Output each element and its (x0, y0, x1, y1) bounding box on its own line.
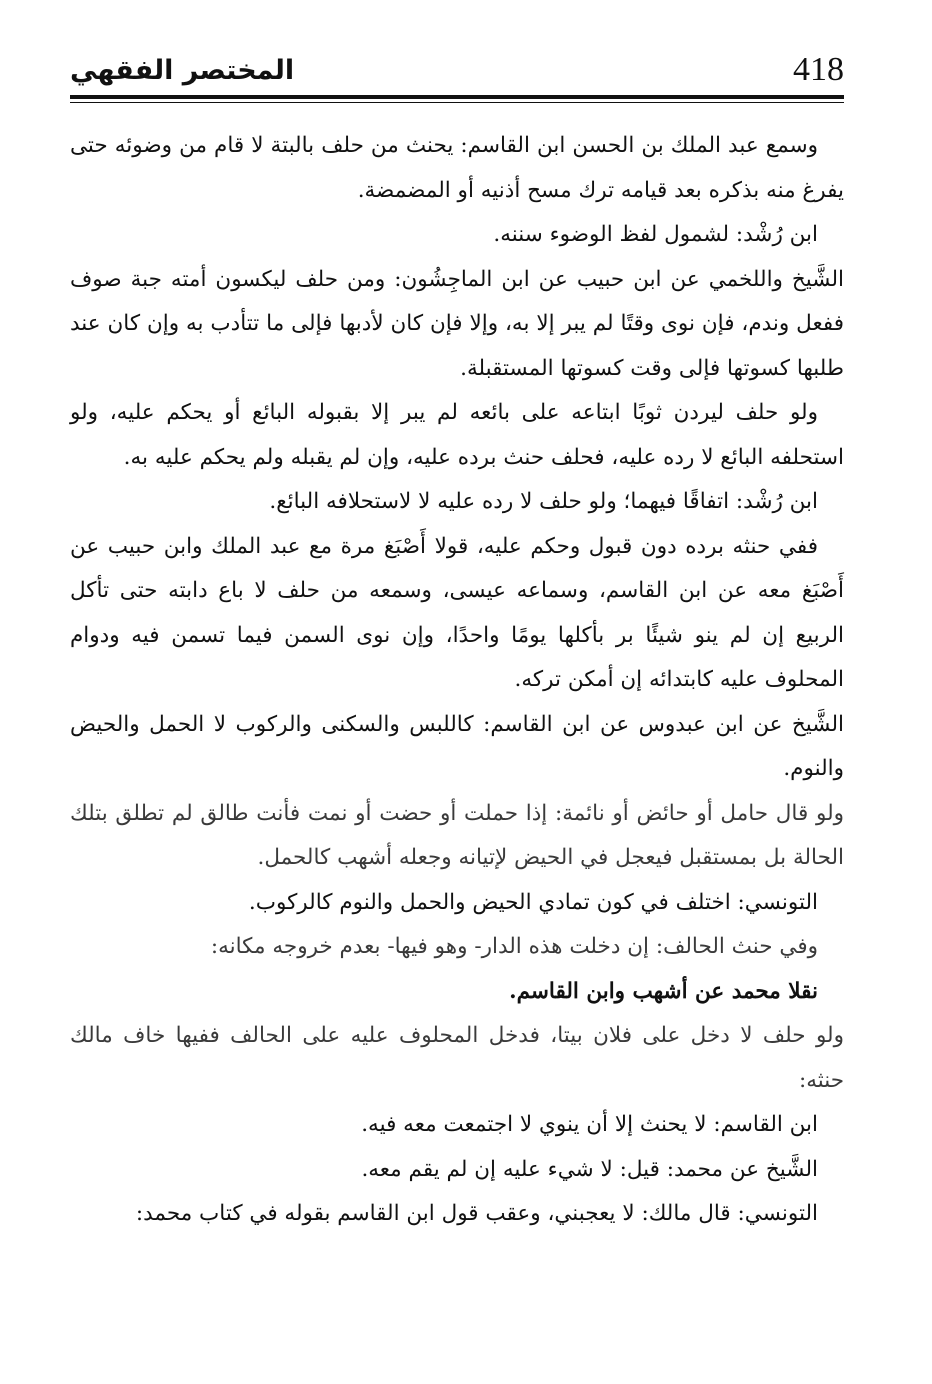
paragraph: ولو حلف ليردن ثوبًا ابتاعه على بائعه لم يبر إلا بقبوله البائع أو يحكم عليه، ولو استحلفه البائع لا رده عليه، فحلف حنث برده عليه، وإن لم يقبله ولم يحكم عليه به. (70, 400, 844, 470)
paragraph: ففي حنثه برده دون قبول وحكم عليه، قولا أَصْبَغ مرة مع عبد الملك وابن حبيب عن أَصْبَغ معه عن ابن القاسم، وسماعه عيسى، وسمعه من حلف لا باع دابته حتى تأكل الربيع إن لم ينو شيئًا بر بأكلها يومًا واحدًا، وإن نوى السمن فيما تسمن فيه ودوام المحلوف عليه كابتدائه إن أمكن تركه. (70, 533, 844, 692)
paragraph: التونسي: اختلف في كون تمادي الحيض والحمل والنوم كالركوب. (248, 889, 818, 915)
page-body (70, 124, 844, 1237)
paragraph: ابن رُشْد: لشمول لفظ الوضوء سننه. (493, 222, 818, 247)
book-title: المختصر الفقهي (70, 55, 295, 86)
paragraph: الشَّيخ عن ابن عبدوس عن ابن القاسم: كاللبس والسكنى والركوب لا الحمل والحيض والنوم. (70, 711, 844, 781)
paragraph: الشَّيخ عن محمد: قيل: لا شيء عليه إن لم يقم معه. (361, 1156, 818, 1182)
page-header (70, 48, 844, 94)
page-number: 418 (793, 51, 844, 88)
paragraph: ابن القاسم: لا يحنث إلا أن ينوي لا اجتمعت معه فيه. (361, 1112, 818, 1137)
paragraph: وفي حنث الحالف: إن دخلت هذه الدار- وهو فيها- بعدم خروجه مكانه: (210, 934, 818, 959)
paragraph: وسمع عبد الملك بن الحسن ابن القاسم: يحنث من حلف بالبتة لا قام من وضوئه حتى يفرغ منه بذكره بعد قيامه ترك مسح أذنيه أو المضمضة. (70, 133, 844, 203)
paragraph: نقلا محمد عن أشهب وابن القاسم. (509, 978, 818, 1004)
paragraph: ولو حلف لا دخل على فلان بيتا، فدخل المحلوف عليه على الحالف ففيها خاف مالك حنثه: (70, 1023, 844, 1093)
header-rule-thin (70, 102, 844, 103)
paragraph: ولو قال حامل أو حائض أو نائمة: إذا حملت أو حضت أو نمت فأنت طالق لم تطلق بتلك الحالة بل بمستقبل فيعجل في الحيض لإتيانه وجعله أشهب كالحمل. (70, 800, 844, 870)
paragraph: الشَّيخ واللخمي عن ابن حبيب عن ابن الماجِشُون: ومن حلف ليكسون أمته جبة صوف ففعل وندم، فإن نوى وقتًا لم يبر إلا به، وإلا فإن كان لأدبها فإلى ما تتأدب به وإن كان عند طلبها كسوتها فإلى وقت كسوتها المستقبلة. (70, 266, 844, 381)
paragraph: ابن رُشْد: اتفاقًا فيهما؛ ولو حلف لا رده عليه لا لاستحلافه البائع. (269, 489, 818, 514)
paragraph: التونسي: قال مالك: لا يعجبني، وعقب قول ابن القاسم بقوله في كتاب محمد: (135, 1201, 818, 1226)
header-rule (70, 95, 844, 99)
